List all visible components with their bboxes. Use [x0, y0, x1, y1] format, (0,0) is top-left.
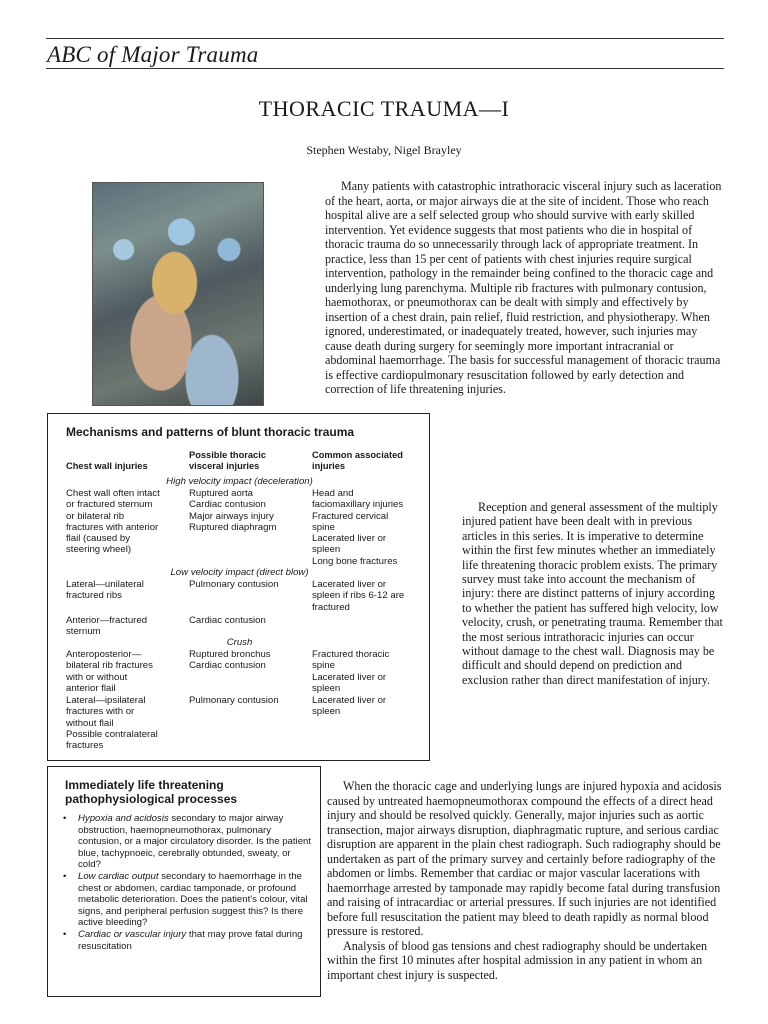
item-text: that may prove fatal during resuscitation	[78, 928, 303, 952]
cell-chest-wall: Chest wall often intact or fractured sternum or bilateral rib fractures with anterior flail (caused by steering wheel)	[66, 488, 160, 556]
cell-visceral: Ruptured bronchus Cardiac contusion	[189, 649, 271, 672]
cell-chest-wall: Anterior—fractured sternum	[66, 615, 148, 638]
series-title: ABC of Major Trauma	[47, 42, 259, 67]
list-item	[60, 813, 314, 871]
body-paragraph: When the thoracic cage and underlying lungs are injured hypoxia and acidosis caused by untreated haemopneumothorax compound the effects of a direct head injury and should be resolved quickly. Generally, major injuries such as aortic transection, major airways disruption, diaphragmatic rupture, and serious cardiac disruption are apparent in the plain chest radiograph. Such radiography should be undertaken as part of the primary survey and certainly before radiography of the abdomen or limbs. Remember that cardiac or major vascular lacerations with haemorrhage arrested by tamponade may rapidly become fatal during transfusion and raising of intracardiac or arterial pressures. If such injuries are not identified before full resuscitation the patient may bleed to death rapidly as normal blood pressure is restored.	[327, 779, 722, 938]
mechanisms-box-title: Mechanisms and patterns of blunt thoracic trauma	[66, 425, 355, 439]
cell-chest-wall: Lateral—unilateral fractured ribs	[66, 579, 144, 602]
operating-room-photo	[92, 182, 264, 406]
bullet-icon: •	[63, 813, 67, 824]
processes-box	[47, 766, 321, 997]
cell-visceral: Pulmonary contusion	[189, 579, 279, 590]
item-lead: Hypoxia and acidosis	[78, 813, 169, 824]
item-lead: Low cardiac output	[78, 870, 159, 882]
bullet-icon: •	[63, 928, 67, 940]
list-item	[60, 871, 314, 929]
cell-visceral: Pulmonary contusion	[189, 695, 279, 706]
section-heading-low-velocity: Low velocity impact (direct blow)	[170, 567, 309, 578]
reception-paragraph	[462, 500, 724, 687]
processes-list	[60, 813, 314, 952]
cell-associated: Lacerated liver or spleen	[312, 695, 387, 718]
cell-associated: Lacerated liver or spleen if ribs 6-12 are fractured	[312, 579, 405, 613]
authors-line: Stephen Westaby, Nigel Brayley	[306, 143, 462, 157]
cell-chest-wall: Anteroposterior— bilateral rib fractures with or without anterior flail	[66, 649, 153, 694]
body-text-bottom	[327, 779, 727, 982]
top-rule	[46, 38, 724, 39]
cell-associated: Fractured thoracic spine Lacerated liver or spleen	[312, 649, 390, 694]
item-text: secondary to haemorrhage in the chest or abdomen, cardiac tamponade, or profound metabolic deterioration. Does the patient's colour, vital signs, and peripheral perfusion suggest this? Is there active bleeding?	[78, 870, 308, 929]
item-text: secondary to major airway obstruction, haemopneumothorax, pulmonary contusion, or a major circulatory disorder. Is the patient blue, tachypnoeic, cerebrally obtunded, sweaty, or cold?	[78, 813, 312, 871]
section-heading-crush: Crush	[226, 637, 253, 648]
column-header-associated: Common associated injuries	[312, 450, 403, 471]
item-lead: Cardiac or vascular injury	[78, 928, 187, 940]
bullet-icon: •	[63, 870, 67, 882]
list-item	[60, 929, 314, 952]
column-header-chest-wall: Chest wall injuries	[66, 461, 148, 471]
processes-box-title: Immediately life threatening pathophysiological processes	[65, 778, 238, 806]
reception-text: Reception and general assessment of the multiply injured patient have been dealt with in previous articles in this series. It is imperative to determine within the first few minutes whether an immediately life threatening thoracic problem exists. The primary survey must take into account the mechanism of injury: there are distinct patterns of injury according to whether the patient has suffered high velocity, low velocity, crush, or penetrating trauma. Remember that the most serious intrathoracic injuries can occur without damage to the chest wall. Diagnosis may be difficult and should depend on prediction and exclusion rather than direct manifestation of injury.	[462, 500, 723, 687]
article-title: THORACIC TRAUMA—I	[258, 96, 510, 121]
cell-chest-wall: Lateral—ipsilateral fractures with or without flail Possible contralateral fractures	[66, 695, 158, 752]
cell-visceral: Ruptured aorta Cardiac contusion Major airways injury Ruptured diaphragm	[189, 488, 277, 533]
header-rule	[46, 68, 724, 69]
intro-text: Many patients with catastrophic intrathoracic visceral injury such as laceration of the heart, aorta, or major airways die at the site of incident. Those who reach hospital alive are a self selected group who should survive with early skilled intervention. Yet evidence suggests that most patients who die in hospital of thoracic trauma do so unnecessarily through lack of appropriate treatment. In practice, less than 15 per cent of patients with chest injuries require surgical intervention, pathology in the remainder being confined to the thoracic cage and underlying lung parenchyma. Multiple rib fractures with pulmonary contusion, haemothorax, or pneumothorax can be dealt with simply and effectively by insertion of a chest drain, pain relief, fluid restriction, and physiotherapy. When ignored, underestimated, or inadequately treated, however, such injuries may cause death during surgery for seemingly more important intracranial or abdominal haemorrhage. The basis for successful management of thoracic trauma is effective cardiopulmonary resuscitation followed by early detection and correction of life threatening injuries.	[325, 179, 722, 396]
intro-paragraph	[325, 179, 725, 397]
cell-visceral: Cardiac contusion	[189, 615, 266, 626]
column-header-visceral: Possible thoracic visceral injuries	[189, 450, 266, 471]
mechanisms-box	[47, 413, 430, 761]
body-paragraph: Analysis of blood gas tensions and chest radiography should be undertaken within the first 10 minutes after hospital admission in any patient in whom an important chest injury is suspected.	[327, 938, 708, 982]
cell-associated: Head and faciomaxillary injuries Fractured cervical spine Lacerated liver or spleen Long bone fractures	[312, 488, 404, 567]
section-heading-high-velocity: High velocity impact (deceleration)	[166, 476, 313, 487]
